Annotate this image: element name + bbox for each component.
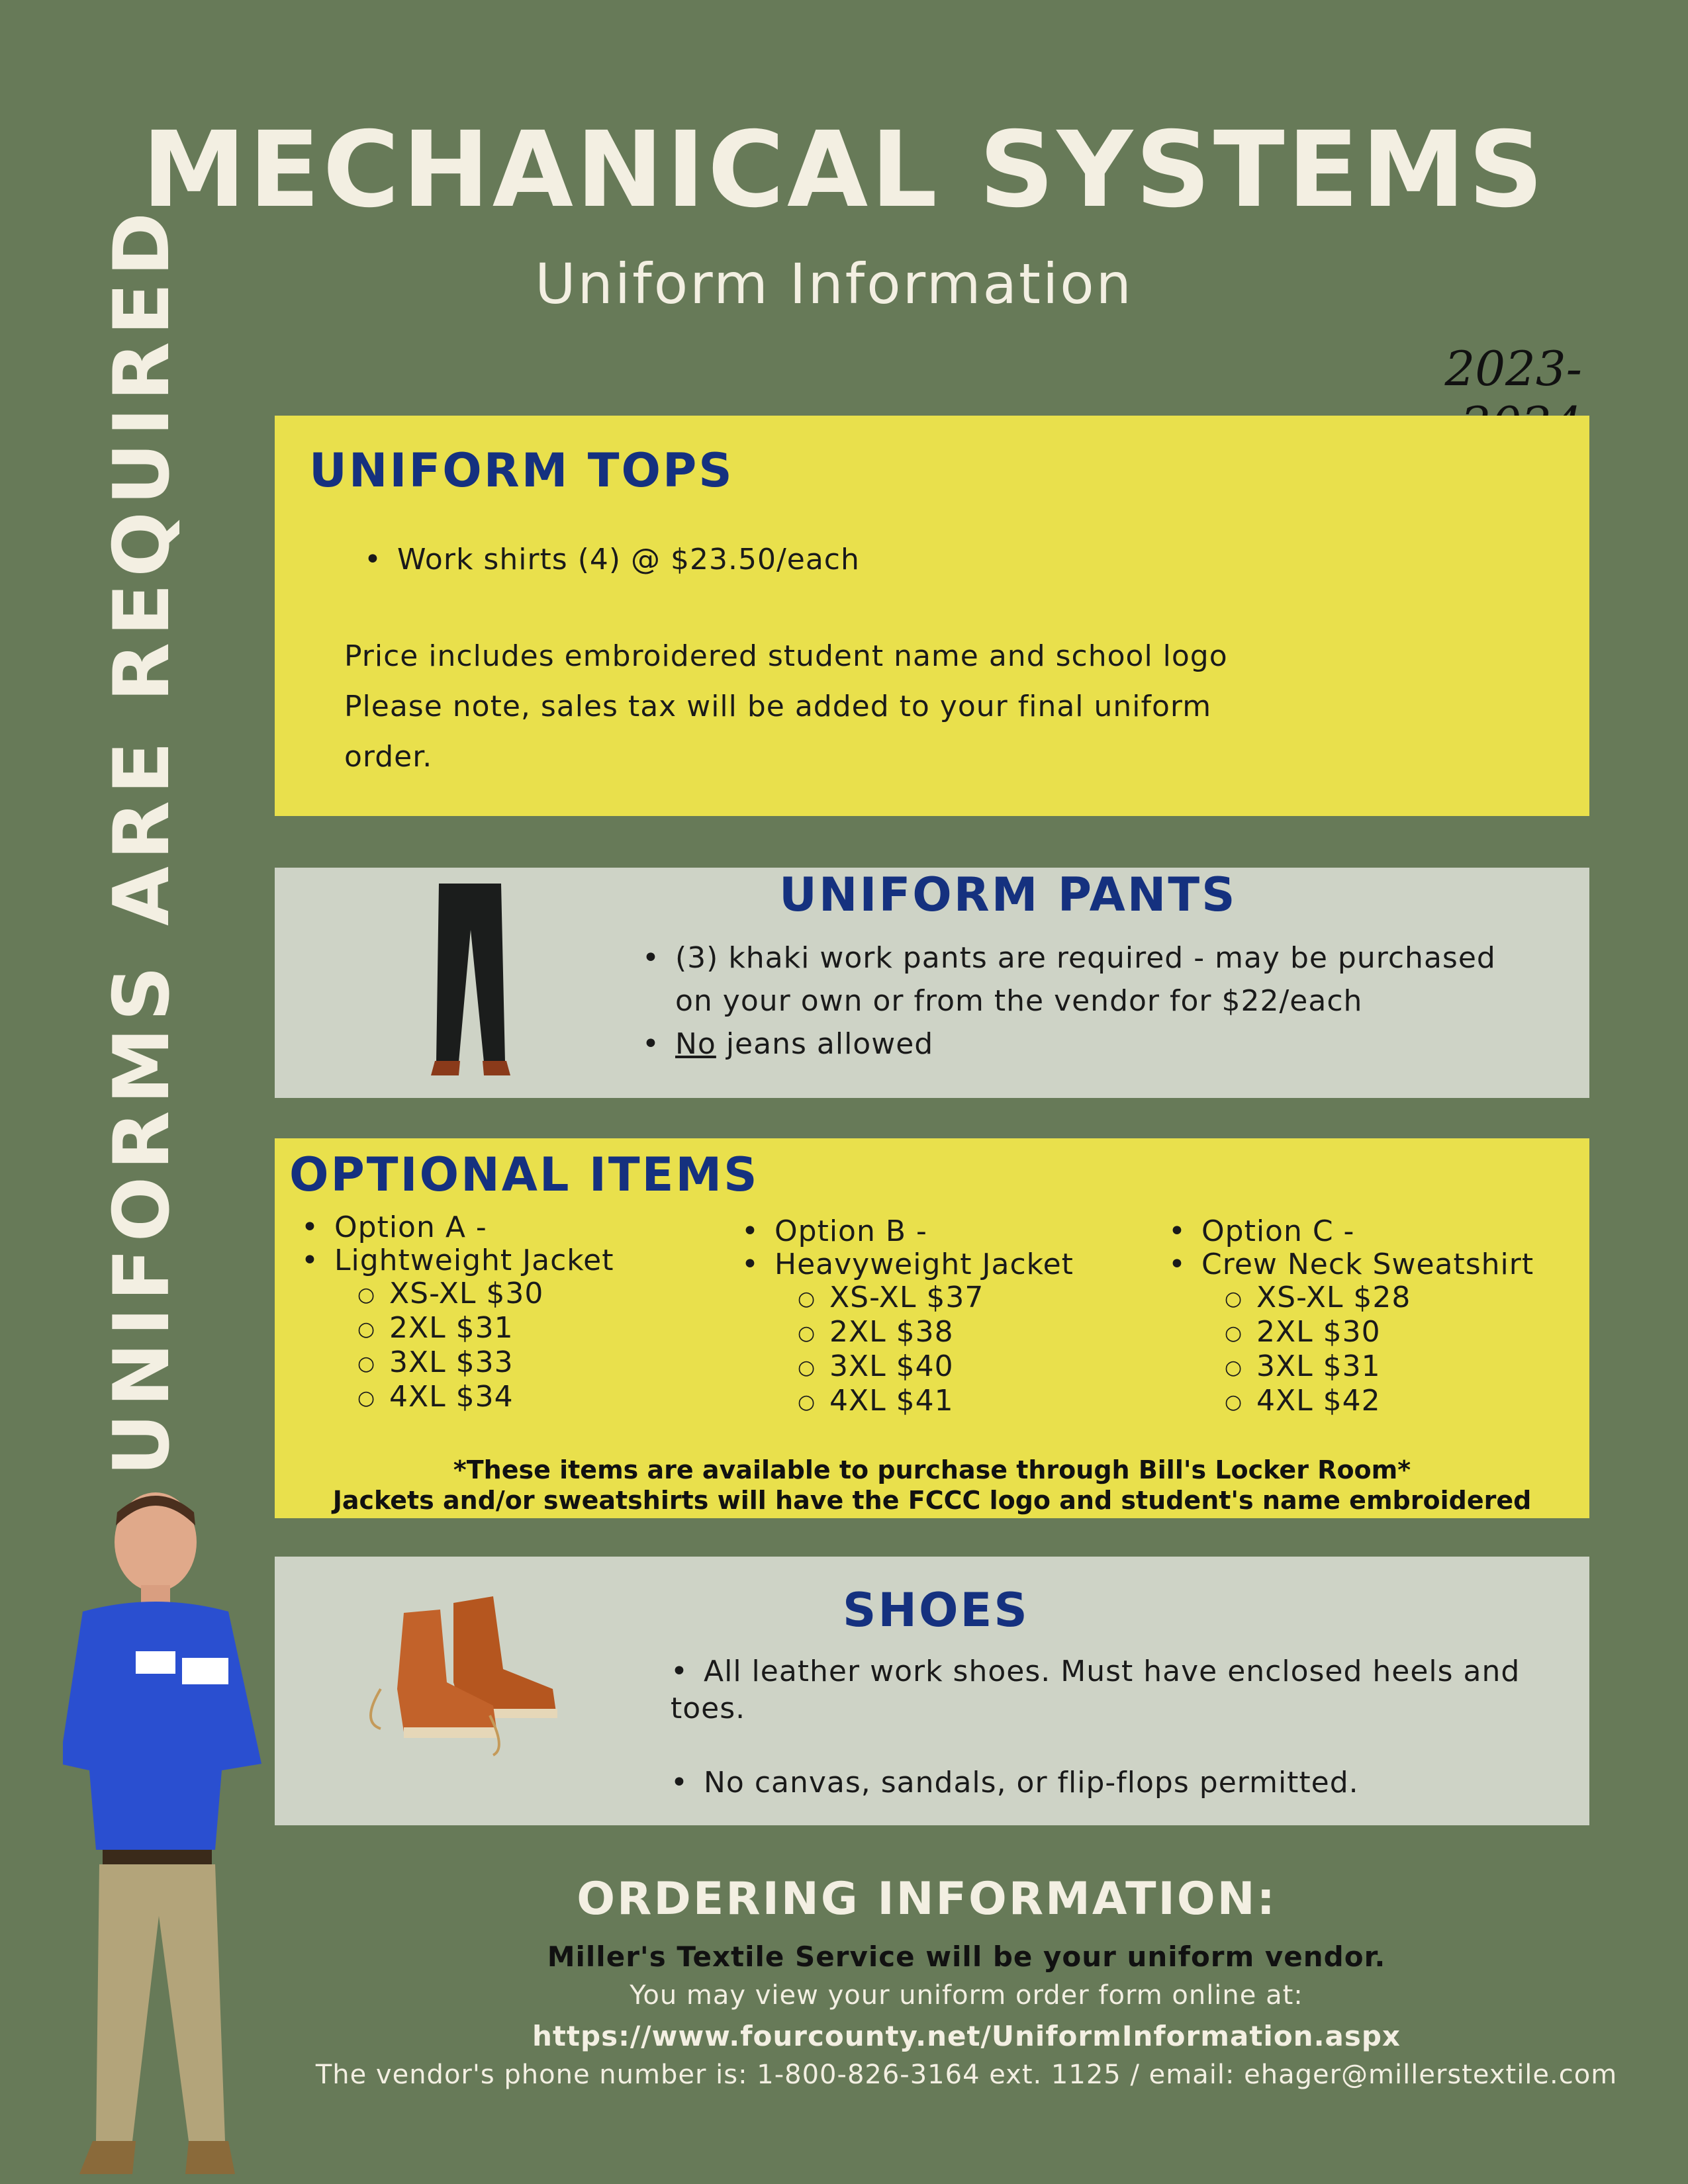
tops-note-line-3: order. <box>344 740 433 774</box>
side-banner: UNIFORMS ARE REQUIRED <box>97 205 187 1476</box>
order-form-link[interactable]: https://www.fourcounty.net/UniformInformation.aspx <box>532 2020 1401 2052</box>
shoes-panel <box>275 1557 1589 1825</box>
option-c-size: ○ 3XL $31 <box>1168 1350 1534 1385</box>
option-c-size: ○ 2XL $30 <box>1168 1316 1534 1350</box>
embroidery-note: Jackets and/or sweatshirts will have the FCCC logo and student's name embroidered <box>332 1486 1532 1515</box>
vendor-line: Miller's Textile Service will be your uniform vendor. <box>547 1940 1386 1973</box>
khaki-pants-line-1: (3) khaki work pants are required - may be purchased <box>675 941 1496 975</box>
option-b-list <box>741 1215 1074 1419</box>
option-b-label: • Option B - <box>741 1215 1074 1248</box>
khaki-pants-line-2: on your own or from the vendor for $22/each <box>675 984 1363 1018</box>
no-jeans-bullet <box>642 1023 1496 1066</box>
no-jeans-rest: jeans allowed <box>716 1027 934 1061</box>
no-canvas-bullet: • No canvas, sandals, or flip-flops permitted. <box>671 1764 1589 1801</box>
option-b-size: ○ 4XL $41 <box>741 1385 1074 1419</box>
school-year: 2023- <box>1444 341 1582 396</box>
order-form-line: You may view your uniform order form online at: <box>630 1980 1303 2011</box>
option-a-size: ○ 4XL $34 <box>301 1381 614 1415</box>
khaki-pants-bullet <box>642 936 1496 979</box>
optional-items-heading: OPTIONAL ITEMS <box>289 1148 759 1202</box>
uniform-tops-panel <box>275 416 1589 816</box>
option-c-list <box>1168 1215 1534 1419</box>
option-c-label: • Option C - <box>1168 1215 1534 1248</box>
tops-note-line-2: Please note, sales tax will be added to your final uniform <box>344 690 1212 723</box>
page-title: MECHANICAL SYSTEMS <box>142 109 1546 231</box>
no-jeans-underlined: No <box>675 1027 716 1061</box>
uniform-pants-panel <box>275 868 1589 1098</box>
leather-shoes-bullet: • All leather work shoes. Must have enclosed heels and toes. <box>671 1653 1589 1727</box>
uniform-pants-heading: UNIFORM PANTS <box>779 868 1237 922</box>
option-b-size: ○ 2XL $38 <box>741 1316 1074 1350</box>
shoes-heading: SHOES <box>843 1583 1029 1637</box>
option-a-size: ○ 3XL $33 <box>301 1346 614 1381</box>
option-c-size: ○ 4XL $42 <box>1168 1385 1534 1419</box>
option-a-item: • Lightweight Jacket <box>301 1244 614 1277</box>
option-a-size: ○ XS-XL $30 <box>301 1277 614 1312</box>
locker-room-note: *These items are available to purchase through Bill's Locker Room* <box>453 1455 1411 1484</box>
option-a-label: • Option A - <box>301 1211 614 1244</box>
boots-icon <box>341 1590 579 1762</box>
tops-note-line-1: Price includes embroidered student name and school logo <box>344 639 1228 673</box>
vendor-contact-line: The vendor's phone number is: 1-800-826-3164 ext. 1125 / email: ehager@millerstextile.com <box>315 2060 1618 2090</box>
pants-icon <box>420 884 520 1082</box>
option-a-size: ○ 2XL $31 <box>301 1312 614 1346</box>
option-c-size: ○ XS-XL $28 <box>1168 1281 1534 1316</box>
work-shirts-bullet: • Work shirts (4) @ $23.50/each <box>364 535 860 585</box>
optional-items-panel <box>275 1138 1589 1518</box>
ordering-heading: ORDERING INFORMATION: <box>577 1873 1277 1925</box>
uniform-tops-heading: UNIFORM TOPS <box>309 443 734 498</box>
option-a-list <box>301 1211 614 1415</box>
page-subtitle: Uniform Information <box>535 251 1133 316</box>
option-b-item: • Heavyweight Jacket <box>741 1248 1074 1281</box>
option-b-size: ○ XS-XL $37 <box>741 1281 1074 1316</box>
option-b-size: ○ 3XL $40 <box>741 1350 1074 1385</box>
option-c-item: • Crew Neck Sweatshirt <box>1168 1248 1534 1281</box>
